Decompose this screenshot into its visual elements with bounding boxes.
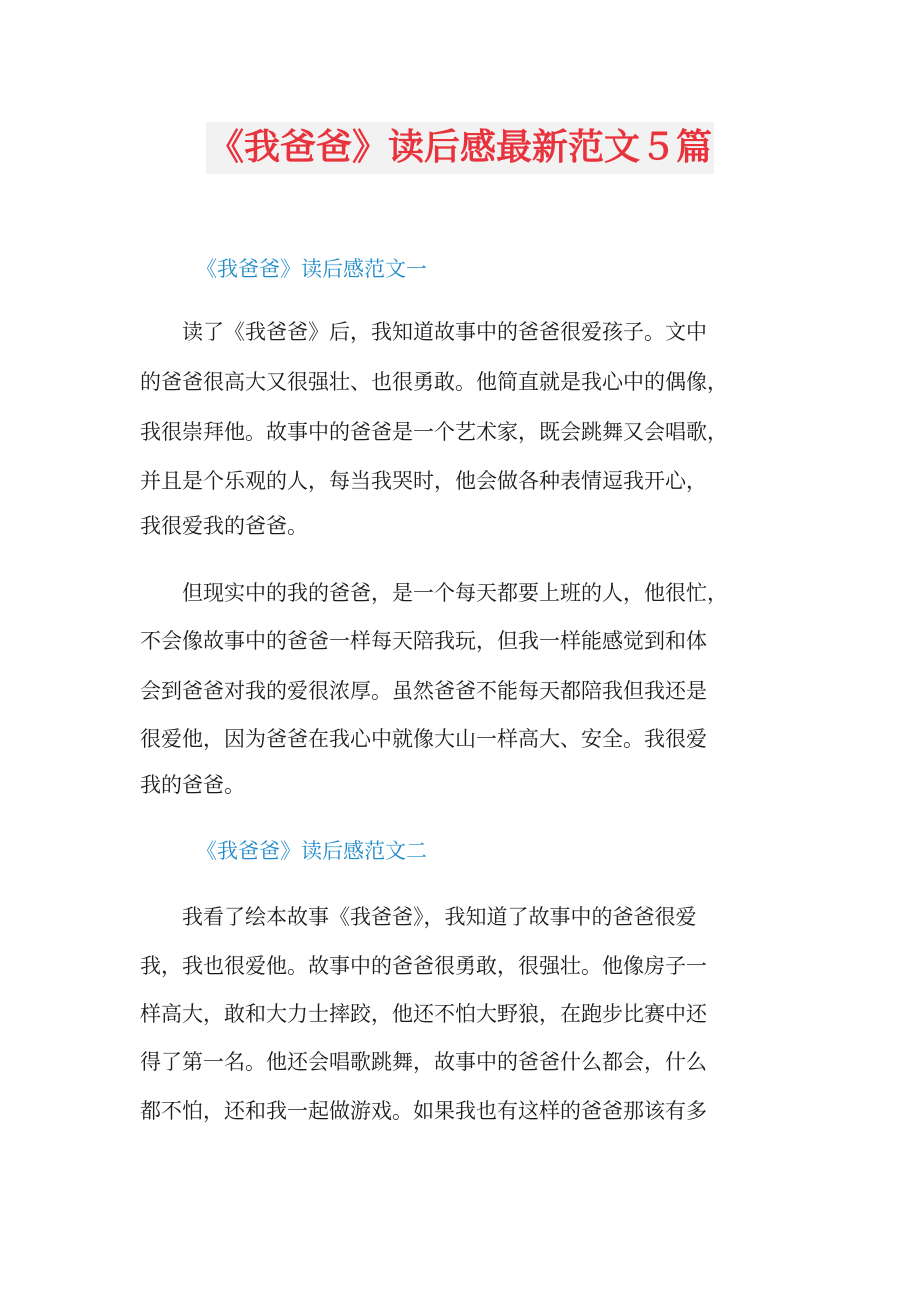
paragraph-line: 我看了绘本故事《我爸爸》，我知道了故事中的爸爸很爱 (140, 905, 697, 929)
paragraph-line: 我，我也很爱他。故事中的爸爸很勇敢，很强壮。他像房子一 (140, 954, 707, 978)
paragraph-line: 不会像故事中的爸爸一样每天陪我玩，但我一样能感觉到和体 (140, 629, 707, 653)
paragraph-line: 但现实中的我的爸爸，是一个每天都要上班的人，他很忙， (140, 581, 728, 605)
title-container (0, 122, 920, 174)
paragraph-line: 很爱他，因为爸爸在我心中就像大山一样高大、安全。我很爱 (140, 727, 707, 751)
paragraph-line: 会到爸爸对我的爱很浓厚。虽然爸爸不能每天都陪我但我还是 (140, 679, 707, 703)
paragraph-line: 并且是个乐观的人，每当我哭时，他会做各种表情逗我开心， (140, 469, 707, 493)
section-heading-2: 《我爸爸》读后感范文二 (196, 839, 427, 863)
paragraph-line: 读了《我爸爸》后，我知道故事中的爸爸很爱孩子。文中 (140, 320, 707, 344)
page-title: 《我爸爸》读后感最新范文５篇 (206, 122, 714, 174)
paragraph-line: 得了第一名。他还会唱歌跳舞，故事中的爸爸什么都会，什么 (140, 1050, 707, 1074)
paragraph-line: 样高大，敢和大力士摔跤，他还不怕大野狼，在跑步比赛中还 (140, 1002, 707, 1026)
paragraph-line: 的爸爸很高大又很强壮、也很勇敢。他简直就是我心中的偶像， (140, 370, 728, 394)
paragraph-line: 都不怕，还和我一起做游戏。如果我也有这样的爸爸那该有多 (140, 1099, 707, 1123)
paragraph-line: 我很崇拜他。故事中的爸爸是一个艺术家，既会跳舞又会唱歌， (140, 420, 728, 444)
section-heading-1: 《我爸爸》读后感范文一 (196, 257, 427, 281)
paragraph-line: 我很爱我的爸爸。 (140, 514, 308, 538)
paragraph-line: 我的爸爸。 (140, 773, 245, 797)
